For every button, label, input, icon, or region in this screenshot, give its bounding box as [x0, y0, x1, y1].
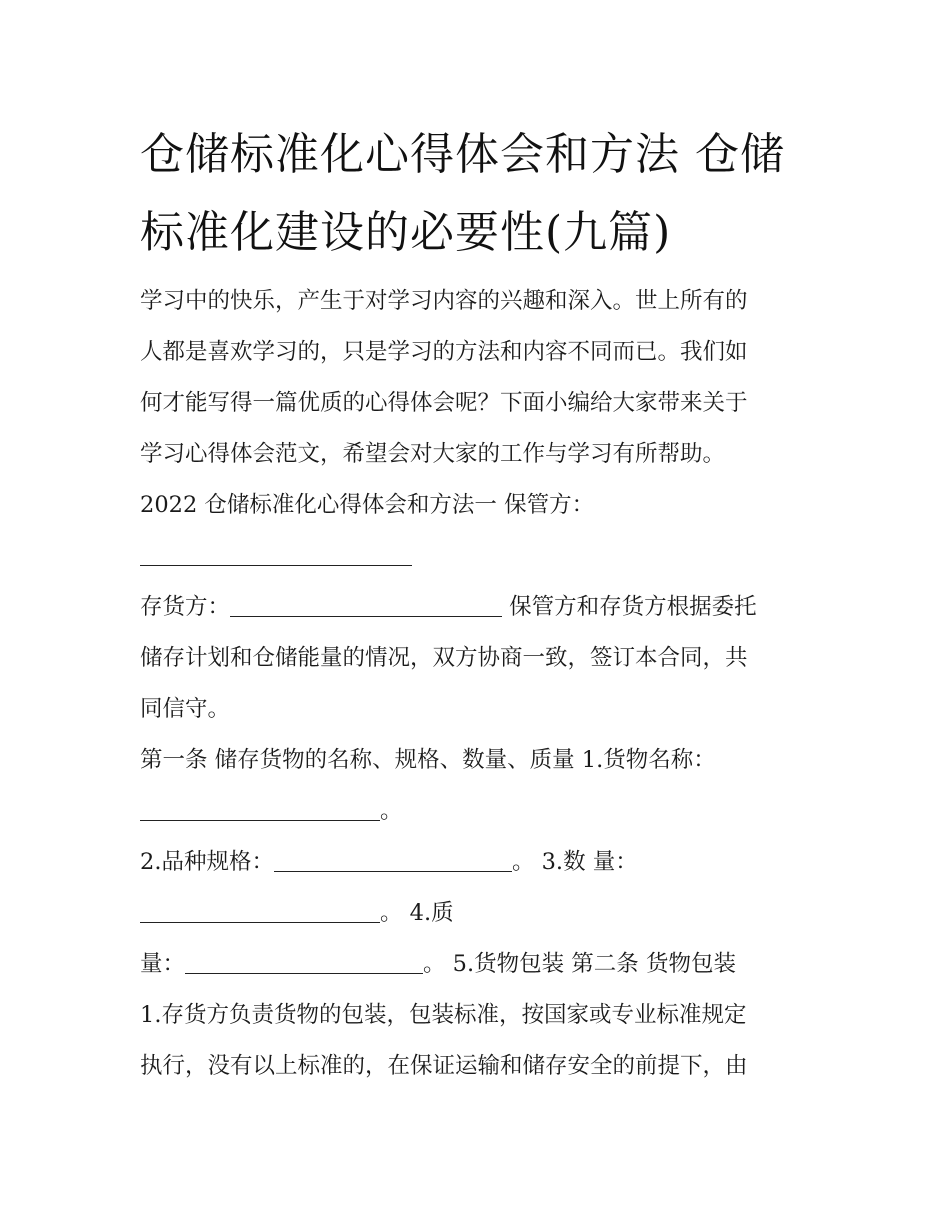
- text-line: [140, 990, 816, 1041]
- text-line: [140, 837, 816, 888]
- fill-in-blank: [140, 542, 412, 567]
- text-segment: 量：: [140, 951, 186, 977]
- text-line: [140, 633, 816, 684]
- text-segment: 存货方：: [140, 594, 231, 620]
- text-line: [140, 888, 816, 939]
- fill-in-blank: [274, 848, 512, 873]
- text-line: [140, 786, 816, 837]
- text-segment: 学习中的快乐，产生于对学习内容的兴趣和深入。世上所有的: [140, 288, 748, 314]
- text-segment: 同信守。: [140, 696, 231, 722]
- text-line: [140, 735, 816, 786]
- document-body: [140, 276, 816, 1092]
- text-segment: 何才能写得一篇优质的心得体会呢？下面小编给大家带来关于: [140, 390, 748, 416]
- text-segment: 储存计划和仓储能量的情况，双方协商一致，签订本合同，共: [140, 645, 748, 671]
- text-line: [140, 429, 816, 480]
- text-line: [140, 276, 816, 327]
- fill-in-blank: [140, 797, 380, 822]
- text-line: [140, 378, 816, 429]
- text-line: [140, 480, 816, 531]
- text-line: [140, 531, 816, 582]
- text-line: [140, 1041, 816, 1092]
- text-segment: 。: [380, 798, 403, 824]
- fill-in-blank: [185, 950, 423, 975]
- text-segment: 。 4.质: [380, 900, 454, 926]
- text-segment: 学习心得体会范文，希望会对大家的工作与学习有所帮助。: [140, 441, 726, 467]
- text-line: [140, 582, 816, 633]
- fill-in-blank: [140, 899, 380, 924]
- text-segment: 1.存货方负责货物的包装，包装标准，按国家或专业标准规定: [140, 1002, 747, 1028]
- text-line: [140, 939, 816, 990]
- text-line: [140, 327, 816, 378]
- text-segment: 保管方和存货方根据委托: [502, 594, 757, 620]
- text-segment: 。 5.货物包装 第二条 货物包装: [423, 951, 736, 977]
- text-segment: 第一条 储存货物的名称、规格、数量、质量 1.货物名称：: [140, 747, 716, 773]
- text-segment: 2022 仓储标准化心得体会和方法一 保管方：: [140, 492, 595, 518]
- text-segment: 人都是喜欢学习的，只是学习的方法和内容不同而已。我们如: [140, 339, 748, 365]
- text-segment: 2.品种规格：: [140, 849, 274, 875]
- fill-in-blank: [230, 593, 502, 618]
- text-segment: 执行，没有以上标准的，在保证运输和储存安全的前提下，由: [140, 1053, 748, 1079]
- text-segment: 。 3.数 量：: [511, 849, 638, 875]
- text-line: [140, 684, 816, 735]
- document-title: 仓储标准化心得体会和方法 仓储标准化建设的必要性(九篇): [140, 129, 785, 258]
